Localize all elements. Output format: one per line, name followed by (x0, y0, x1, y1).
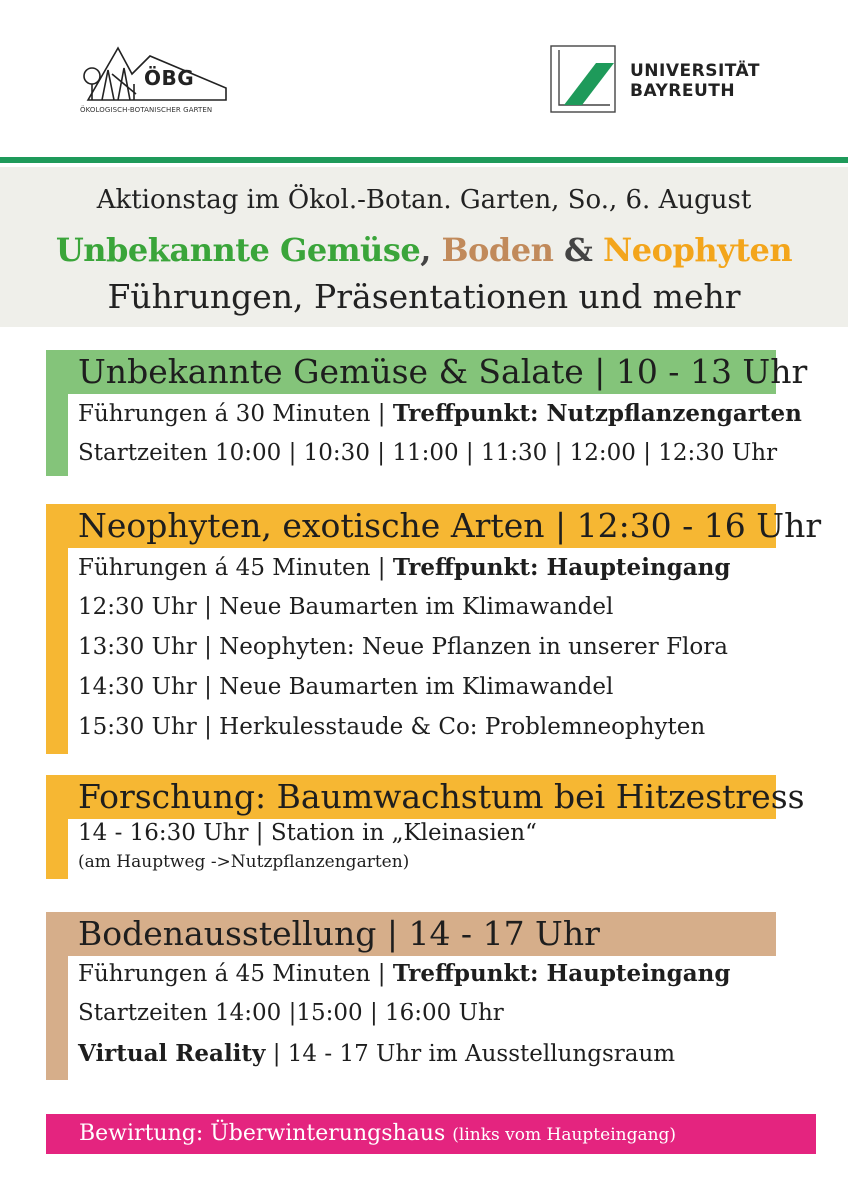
university-name-line2: BAYREUTH (630, 81, 736, 101)
virtual-reality-label: Virtual Reality (78, 1040, 266, 1067)
tour-info: Führungen á 45 Minuten | (78, 961, 393, 987)
university-mark-icon (550, 45, 616, 113)
tour-info: Führungen á 45 Minuten | (78, 555, 393, 581)
obg-abbreviation: ÖBG (144, 66, 195, 90)
meeting-point: Treffpunkt: Haupteingang (392, 554, 731, 581)
section-vegetables-heading: Unbekannte Gemüse & Salate | 10 - 13 Uhr (78, 352, 808, 391)
section-research-line-1: 14 - 16:30 Uhr | Station in „Kleinasien“ (78, 820, 537, 846)
university-name-line1: UNIVERSITÄT (630, 61, 760, 81)
section-soil-line-2: Startzeiten 14:00 |15:00 | 16:00 Uhr (78, 1000, 504, 1026)
tour-info: Führungen á 30 Minuten | (78, 401, 393, 427)
section-neophytes-heading: Neophyten, exotische Arten | 12:30 - 16 Uhr (78, 506, 822, 545)
obg-fullname: ÖKOLOGISCH-BOTANISCHER GARTEN (80, 106, 213, 114)
section-research-heading: Forschung: Baumwachstum bei Hitzestress (78, 777, 805, 816)
obg-logo (78, 44, 238, 120)
event-title: Aktionstag im Ökol.-Botan. Garten, So., 6. August (96, 185, 752, 215)
section-neophytes-line-4: 14:30 Uhr | Neue Baumarten im Klimawandel (78, 674, 614, 700)
section-neophytes-line-5: 15:30 Uhr | Herkulesstaude & Co: Problemneophyten (78, 714, 706, 740)
topic-neophytes: Neophyten (603, 231, 793, 269)
section-neophytes-line-3: 13:30 Uhr | Neophyten: Neue Pflanzen in unserer Flora (78, 634, 728, 660)
catering-note: (links vom Haupteingang) (452, 1125, 677, 1145)
section-vegetables-line-2: Startzeiten 10:00 | 10:30 | 11:00 | 11:30 | 12:00 | 12:30 Uhr (78, 440, 778, 466)
section-neophytes-line-1 (78, 554, 730, 581)
section-soil-line-1 (78, 960, 730, 987)
catering-banner (46, 1114, 816, 1154)
meeting-point: Treffpunkt: Haupteingang (392, 960, 731, 987)
title-band (0, 167, 848, 327)
topic-ampersand: & (564, 231, 593, 269)
topic-soil: Boden (441, 231, 554, 269)
section-vegetables-line-1 (78, 400, 802, 427)
virtual-reality-info: | 14 - 17 Uhr im Ausstellungsraum (265, 1041, 676, 1067)
section-neophytes-side (46, 548, 68, 754)
section-research-line-2: (am Hauptweg ->Nutzpflanzengarten) (78, 852, 410, 872)
section-vegetables-side (46, 394, 68, 476)
meeting-point: Treffpunkt: Nutzpflanzengarten (392, 400, 802, 427)
topic-comma: , (420, 231, 431, 269)
catering-location: Bewirtung: Überwinterungshaus (79, 1121, 446, 1146)
university-name (630, 61, 760, 101)
event-topics (0, 231, 848, 269)
section-soil-heading: Bodenausstellung | 14 - 17 Uhr (78, 914, 600, 953)
event-subtitle: Führungen, Präsentationen und mehr (107, 277, 741, 316)
green-divider (0, 157, 848, 163)
topic-vegetables: Unbekannte Gemüse (55, 231, 421, 269)
section-neophytes-line-2: 12:30 Uhr | Neue Baumarten im Klimawandel (78, 594, 614, 620)
university-logo (550, 45, 780, 115)
section-soil-line-3 (78, 1040, 675, 1067)
section-research-side (46, 819, 68, 879)
section-soil-side (46, 956, 68, 1080)
